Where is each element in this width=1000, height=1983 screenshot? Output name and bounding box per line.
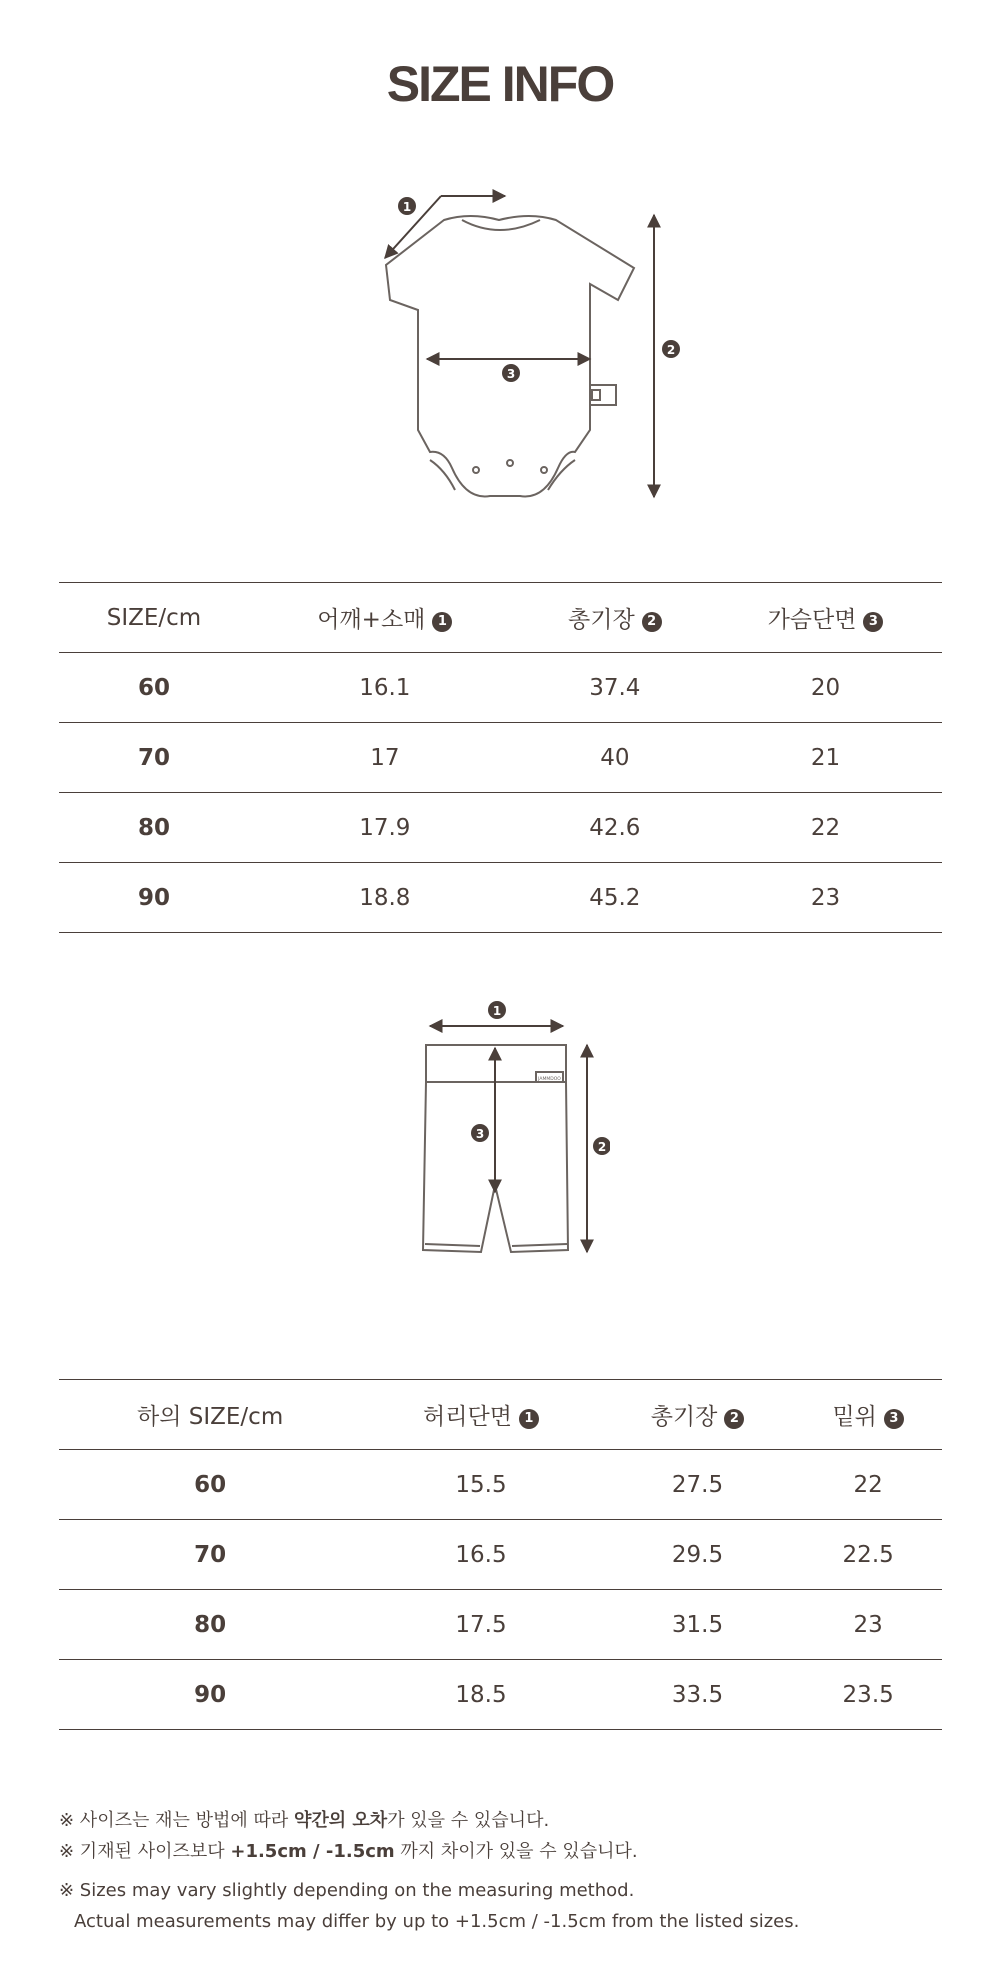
marker-3-badge: 3 — [863, 612, 883, 632]
size-cell: 90 — [59, 1660, 361, 1730]
header-cell: 총기장 2 — [521, 583, 709, 653]
table-row — [59, 1660, 942, 1730]
table-row — [59, 1520, 942, 1590]
table-cell: 33.5 — [601, 1660, 795, 1730]
marker-1-badge: 1 — [432, 612, 452, 632]
table-cell: 17.5 — [361, 1590, 601, 1660]
marker-3-badge — [502, 364, 520, 382]
header-cell: SIZE/cm — [59, 583, 249, 653]
table-cell: 42.6 — [521, 793, 709, 863]
table-cell: 40 — [521, 723, 709, 793]
table-row — [59, 1450, 942, 1520]
bottom-size-table — [59, 1379, 942, 1730]
table-cell: 17 — [249, 723, 521, 793]
header-cell: 가슴단면 3 — [709, 583, 942, 653]
marker-1-badge — [488, 1001, 506, 1019]
table-cell: 17.9 — [249, 793, 521, 863]
header-cell: 허리단면 1 — [361, 1380, 601, 1450]
marker-3-badge — [471, 1124, 489, 1142]
marker-3-badge: 3 — [884, 1409, 904, 1429]
size-cell: 80 — [59, 793, 249, 863]
table-cell: 18.5 — [361, 1660, 601, 1730]
table-cell: 23 — [794, 1590, 942, 1660]
header-cell: 총기장 2 — [601, 1380, 795, 1450]
table-cell: 31.5 — [601, 1590, 795, 1660]
marker-1-badge: 1 — [519, 1409, 539, 1429]
size-cell: 90 — [59, 863, 249, 933]
marker-2-badge — [593, 1137, 610, 1155]
table-cell: 21 — [709, 723, 942, 793]
svg-text:3: 3 — [506, 367, 516, 381]
table-header-row — [59, 1380, 942, 1450]
table-cell: 22 — [709, 793, 942, 863]
header-cell: 밑위 3 — [794, 1380, 942, 1450]
table-cell: 18.8 — [249, 863, 521, 933]
pants-illustration — [410, 990, 610, 1260]
table-cell: 22.5 — [794, 1520, 942, 1590]
marker-2-badge: 2 — [642, 612, 662, 632]
note-en-1: ※ Sizes may vary slightly depending on the measuring method. — [59, 1880, 635, 1901]
note-en-2: Actual measurements may differ by up to +1.5cm / -1.5cm from the listed sizes. — [74, 1911, 800, 1932]
size-cell: 60 — [59, 1450, 361, 1520]
top-size-table — [59, 582, 942, 933]
table-row — [59, 653, 942, 723]
svg-text:2: 2 — [666, 343, 676, 357]
size-notes — [59, 1805, 959, 1937]
table-row — [59, 793, 942, 863]
table-row — [59, 1590, 942, 1660]
bodysuit-outline — [386, 216, 634, 496]
pants-brand-label: JAMMDOO — [538, 1077, 561, 1082]
table-cell: 45.2 — [521, 863, 709, 933]
table-cell: 29.5 — [601, 1520, 795, 1590]
bodysuit-illustration — [370, 185, 680, 515]
table-cell: 23 — [709, 863, 942, 933]
table-cell: 15.5 — [361, 1450, 601, 1520]
table-cell: 22 — [794, 1450, 942, 1520]
table-row — [59, 723, 942, 793]
header-cell: 어깨+소매 1 — [249, 583, 521, 653]
table-cell: 27.5 — [601, 1450, 795, 1520]
marker-1-badge — [398, 197, 416, 215]
svg-text:2: 2 — [597, 1140, 607, 1154]
size-cell: 70 — [59, 1520, 361, 1590]
table-cell: 16.1 — [249, 653, 521, 723]
size-cell: 80 — [59, 1590, 361, 1660]
table-cell: 20 — [709, 653, 942, 723]
table-header-row — [59, 583, 942, 653]
table-cell: 23.5 — [794, 1660, 942, 1730]
size-cell: 70 — [59, 723, 249, 793]
svg-text:3: 3 — [475, 1127, 485, 1141]
size-cell: 60 — [59, 653, 249, 723]
table-cell: 37.4 — [521, 653, 709, 723]
note-kr-1: ※ 사이즈는 재는 방법에 따라 약간의 오차가 있을 수 있습니다. — [59, 1810, 550, 1831]
note-kr-2: ※ 기재된 사이즈보다 +1.5cm / -1.5cm 까지 차이가 있을 수 있습니다. — [59, 1841, 638, 1862]
table-cell: 16.5 — [361, 1520, 601, 1590]
marker-2-badge — [662, 340, 680, 358]
svg-text:1: 1 — [492, 1004, 502, 1018]
marker-2-badge: 2 — [724, 1409, 744, 1429]
svg-text:1: 1 — [402, 200, 412, 214]
header-cell: 하의 SIZE/cm — [59, 1380, 361, 1450]
table-row — [59, 863, 942, 933]
page-title: SIZE INFO — [386, 56, 614, 112]
